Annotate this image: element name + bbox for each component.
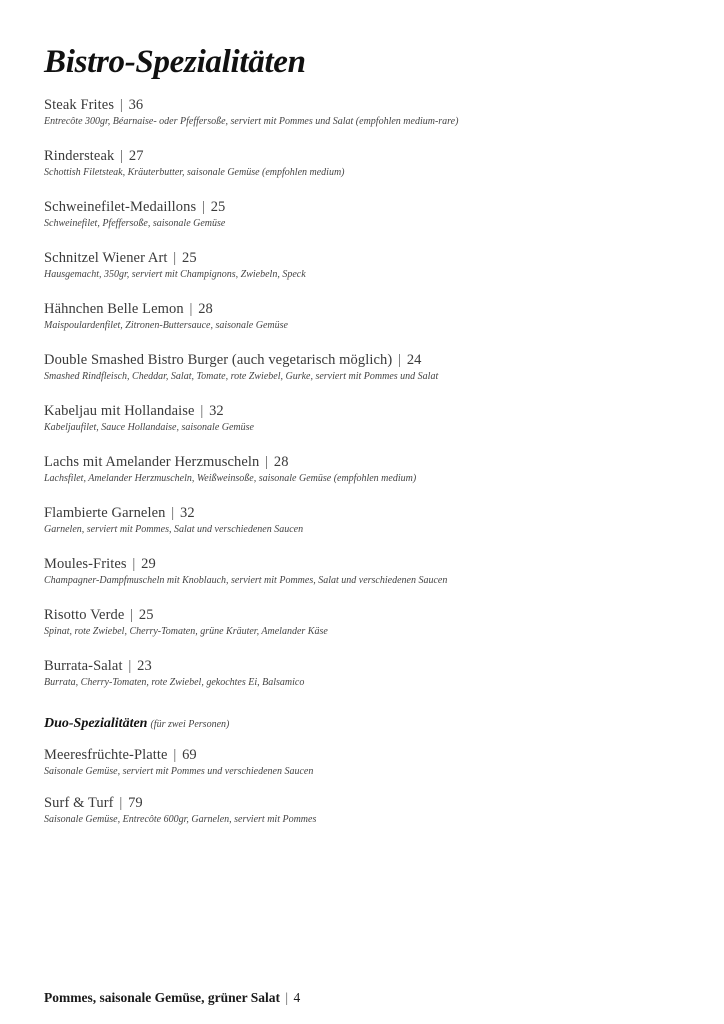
menu-item xyxy=(44,148,345,179)
duo-menu-item xyxy=(44,747,313,778)
item-description: Saisonale Gemüse, serviert mit Pommes und verschiedenen Saucen xyxy=(44,766,314,777)
item-description: Saisonale Gemüse, Entrecôte 600gr, Garnelen, serviert mit Pommes xyxy=(44,814,317,825)
item-price: 24 xyxy=(406,352,422,368)
separator: | xyxy=(171,505,175,521)
item-name: Surf & Turf xyxy=(44,795,114,811)
item-price: 32 xyxy=(209,403,224,419)
menu-item xyxy=(44,199,225,230)
item-name: Rindersteak xyxy=(44,148,115,164)
separator: | xyxy=(128,658,132,674)
separator: | xyxy=(189,301,193,317)
item-description: Schweinefilet, Pfeffersoße, saisonale Gemüse xyxy=(44,218,226,229)
item-name-line xyxy=(44,199,225,216)
item-price: 25 xyxy=(210,199,226,215)
item-name-line xyxy=(44,505,303,522)
menu-item xyxy=(44,658,304,689)
item-name-line xyxy=(44,658,304,675)
menu-item xyxy=(44,250,306,281)
item-price: 23 xyxy=(137,658,152,674)
item-price: 79 xyxy=(128,795,143,811)
duo-section-title: Duo-Spezialitäten xyxy=(44,716,148,731)
item-description: Entrecôte 300gr, Béarnaise- oder Pfeffersoße, serviert mit Pommes und Salat (empfohlen medium-rare) xyxy=(44,116,459,127)
separator: | xyxy=(173,747,177,763)
duo-section-header xyxy=(44,712,229,732)
item-name: Flambierte Garnelen xyxy=(44,505,166,521)
menu-item xyxy=(44,97,458,128)
separator: | xyxy=(398,352,402,368)
separator: | xyxy=(119,97,123,113)
item-description: Champagner-Dampfmuscheln mit Knoblauch, serviert mit Pommes, Salat und verschiedenen Saucen xyxy=(44,575,448,586)
item-name: Double Smashed Bistro Burger (auch vegetarisch möglich) xyxy=(44,352,393,368)
item-description: Burrata, Cherry-Tomaten, rote Zwiebel, gekochtes Ei, Balsamico xyxy=(44,677,305,688)
item-name-line xyxy=(44,250,306,267)
item-price: 32 xyxy=(179,505,195,521)
item-name: Steak Frites xyxy=(44,97,115,113)
item-price: 29 xyxy=(141,556,156,572)
item-name: Schnitzel Wiener Art xyxy=(44,250,168,266)
item-name-line xyxy=(44,556,447,573)
item-price: 36 xyxy=(128,97,144,113)
menu-item xyxy=(44,556,447,587)
item-description: Lachsfilet, Amelander Herzmuscheln, Weißweinsoße, saisonale Gemüse (empfohlen medium) xyxy=(44,473,417,484)
duo-menu-item xyxy=(44,795,316,826)
item-name-line xyxy=(44,148,345,165)
item-name-line xyxy=(44,301,288,318)
sides-price: 4 xyxy=(293,990,301,1005)
item-name: Burrata-Salat xyxy=(44,658,123,674)
item-description: Maispoulardenfilet, Zitronen-Buttersauce, saisonale Gemüse xyxy=(44,320,288,331)
page-title: Bistro-Spezialitäten xyxy=(44,44,306,80)
item-description: Garnelen, serviert mit Pommes, Salat und verschiedenen Saucen xyxy=(44,524,304,535)
item-name-line xyxy=(44,747,313,764)
item-price: 25 xyxy=(182,250,197,266)
item-name: Meeresfrüchte-Platte xyxy=(44,747,168,763)
separator: | xyxy=(265,454,269,470)
item-name: Moules-Frites xyxy=(44,556,127,572)
item-name-line xyxy=(44,352,438,369)
sides-label: Pommes, saisonale Gemüse, grüner Salat xyxy=(44,990,280,1005)
item-name-line xyxy=(44,97,458,114)
item-price: 69 xyxy=(182,747,197,763)
item-description: Spinat, rote Zwiebel, Cherry-Tomaten, grüne Kräuter, Amelander Käse xyxy=(44,626,328,637)
item-description: Kabeljaufilet, Sauce Hollandaise, saisonale Gemüse xyxy=(44,422,254,433)
item-price: 27 xyxy=(128,148,144,164)
separator: | xyxy=(200,403,204,419)
item-name-line xyxy=(44,403,254,420)
duo-section-note: (für zwei Personen) xyxy=(150,719,230,730)
separator: | xyxy=(201,199,205,215)
menu-item xyxy=(44,454,416,485)
menu-item xyxy=(44,301,288,332)
sides-line xyxy=(44,990,300,1006)
item-name: Schweinefilet-Medaillons xyxy=(44,199,197,215)
menu-item xyxy=(44,352,438,383)
separator: | xyxy=(132,556,136,572)
menu-item xyxy=(44,505,303,536)
item-name: Risotto Verde xyxy=(44,607,125,623)
item-name-line xyxy=(44,795,316,812)
item-name-line xyxy=(44,607,328,624)
item-price: 25 xyxy=(138,607,154,623)
separator: | xyxy=(173,250,177,266)
item-name: Kabeljau mit Hollandaise xyxy=(44,403,195,419)
item-price: 28 xyxy=(273,454,289,470)
item-description: Schottish Filetsteak, Kräuterbutter, saisonale Gemüse (empfohlen medium) xyxy=(44,167,345,178)
item-description: Hausgemacht, 350gr, serviert mit Champignons, Zwiebeln, Speck xyxy=(44,269,306,280)
separator: | xyxy=(285,990,289,1005)
separator: | xyxy=(120,148,124,164)
item-description: Smashed Rindfleisch, Cheddar, Salat, Tomate, rote Zwiebel, Gurke, serviert mit Pommes und Salat xyxy=(44,371,439,382)
item-price: 28 xyxy=(198,301,213,317)
separator: | xyxy=(119,795,123,811)
separator: | xyxy=(130,607,134,623)
item-name: Lachs mit Amelander Herzmuscheln xyxy=(44,454,260,470)
menu-item xyxy=(44,403,254,434)
item-name: Hähnchen Belle Lemon xyxy=(44,301,184,317)
menu-item xyxy=(44,607,328,638)
item-name-line xyxy=(44,454,416,471)
